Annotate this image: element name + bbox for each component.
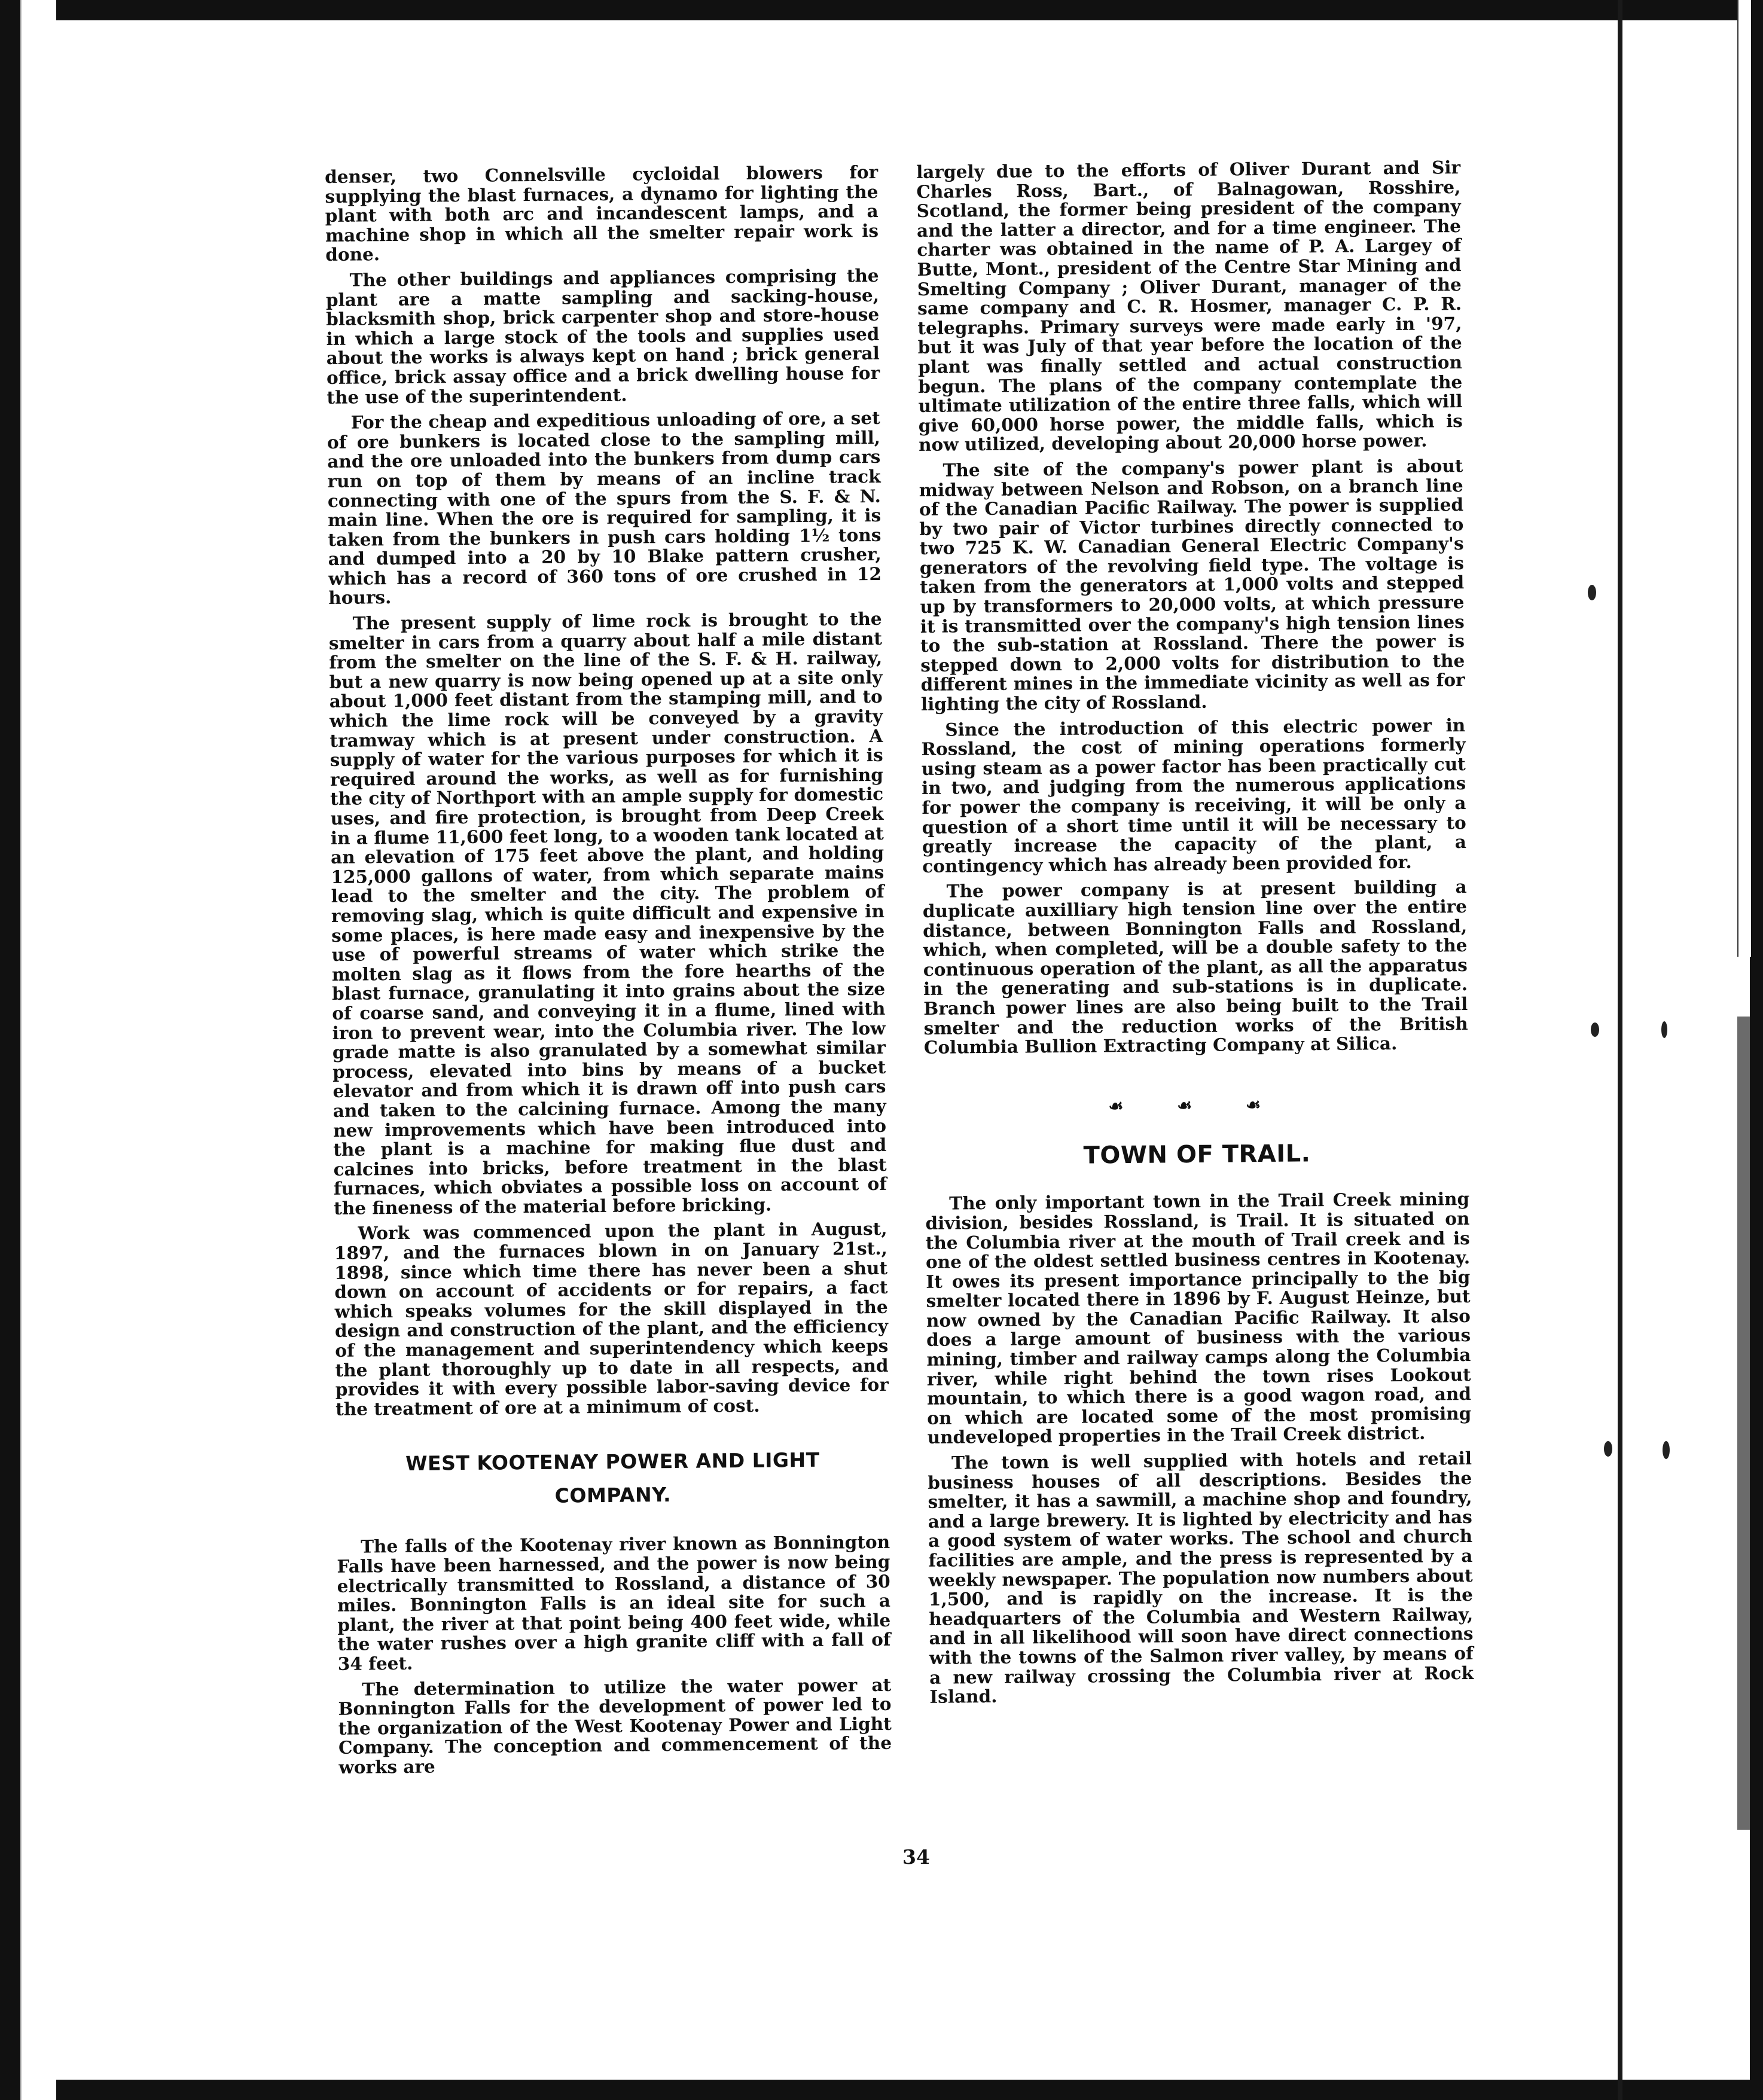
binding-hole-mark — [1661, 1021, 1667, 1038]
binding-hole-mark — [1588, 585, 1596, 600]
paragraph: The site of the company's power plant is about midway between Nelson and Robson, on a branch line of the Canadian Pacific Railway. The power is supplied by two pair of Victor turbines directly connected to two 725 K. W. Canadian General Electric Company's generators of the revolving field type. The voltage is taken from the generators at 1,000 volts and stepped up by transformers to 20,000 volts, at which pressure it is transmitted over the company's high tension lines to the sub-station at Rossland. There the power is stepped down to 2,000 volts for distribution to the different mines in the immediate vicinity as well as for lighting the city of Rossland. — [919, 454, 1465, 715]
scan-border-top — [0, 0, 1763, 20]
paragraph: For the cheap and expeditious unloading of ore, a set of ore bunkers is located close to the sampling mill, and the ore unloaded into the bunkers from dump cars run on top of them by means of an incline track connecting with one of the spurs from the S. F. & N. main line. When the ore is required for sampling, it is taken from the bunkers in push cars holding 1½ tons and dumped into a 20 by 10 Blake pattern crusher, which has a record of 360 tons of ore crushed in 12 hours. — [327, 407, 882, 609]
binding-hole-mark — [1604, 1441, 1612, 1457]
paragraph: The present supply of lime rock is brought to the smelter in cars from a quarry about half a mile distant from the smelter on the line of the S. F. & H. railway, but a new quarry is now being opened up at a site only about 1,000 feet distant from the stamping mill, and to which the lime rock will be conveyed by a gravity tramway which is at present under construction. A supply of water for the various purposes for which it is required around the works, as well as for furnishing the city of Northport with an ample supply for domestic uses, and fire protection, is brought from Deep Creek in a flume 11,600 feet long, to a wooden tank located at an elevation of 175 feet above the plant, and holding 125,000 gallons of water, from which separate mains lead to the smelter and the city. The problem of removing slag, which is quite difficult and expensive in some places, is here made easy and inexpensive by the use of powerful streams of water which strike the molten slag as it flows from the fore hearths of the blast furnace, granulating it into grains about the size of coarse sand, and conveying it in a flume, lined with iron to prevent wear, into the Columbia river. The low grade matte is also granulated by a somewhat similar process, elevated into bins by means of a bucket elevator and from which it is drawn off into push cars and taken to the calcining furnace. Among the many new improvements which have been introduced into the plant is a machine for making flue dust and calcines into bricks, before treatment in the blast furnaces, which obviates a possible loss on account of the fineness of the material before bricking. — [328, 608, 887, 1219]
scan-border-bottom — [0, 2080, 1763, 2100]
paragraph: The other buildings and appliances comprising the plant are a matte sampling and sacking-house, blacksmith shop, brick carpenter shop and store-house in which a large stock of the tools and supplies used about the works is always kept on hand ; brick general office, brick assay office and a brick dwelling house for the use of the superintendent. — [325, 264, 880, 408]
paragraph: denser, two Connelsville cycloidal blowers for supplying the blast furnaces, a dynamo for lighting the plant with both arc and incandescent lamps, and a machine shop in which all the smelter repair work is done. — [324, 161, 879, 265]
paragraph: Since the introduction of this electric power in Rossland, the cost of mining operations formerly using steam as a power factor has been practically cut in two, and judging from the numerous applications for power the company is receiving, it will be only a question of a short time until it will be necessary to greatly increase the capacity of the plant, a contingency which has already been provided for. — [921, 714, 1467, 877]
right-column — [916, 158, 1474, 1713]
page-edge-left — [20, 0, 56, 2100]
section-heading-line: COMPANY. — [554, 1483, 672, 1508]
paragraph: The only important town in the Trail Creek mining division, besides Rossland, is Trail. It is situated on the Columbia river at the mouth of Trail creek and is one of the oldest settled business centres in Kootenay. It owes its present importance principally to the big smelter located there in 1896 by F. August Heinze, but now owned by the Canadian Pacific Railway. It also does a large amount of business with the various mining, timber and railway camps along the Columbia river, while right behind the town rises Lookout mountain, to which there is a good wagon road, and on which are located some of the most promising undeveloped properties in the Trail Creek district. — [925, 1188, 1472, 1448]
paragraph: The falls of the Kootenay river known as Bonnington Falls have been harnessed, and the power is now being electrically transmitted to Rossland, a distance of 30 miles. Bonnington Falls is an ideal site for such a plant, the river at that point being 400 feet wide, while the water rushes over a high granite cliff with a fall of 34 feet. — [337, 1531, 891, 1674]
section-heading-west-kootenay — [336, 1443, 890, 1515]
section-divider-ornaments: ☙ ☙ ☙ — [1108, 1094, 1285, 1116]
paragraph: The town is well supplied with hotels and retail business houses of all descriptions. Besides the smelter, it has a sawmill, a machine shop and foundry, and a large brewery. It is lighted by electricity and has a good system of water works. The school and church facilities are ample, and the press is represented by a weekly newspaper. The population now numbers about 1,500, and is rapidly on the increase. It is the headquarters of the Columbia and Western Railway, and in all likelihood will soon have direct connections with the towns of the Salmon river valley, by means of a new railway crossing the Columbia river at Rock Island. — [928, 1448, 1474, 1708]
facing-page-edge — [1737, 0, 1751, 957]
binding-hole-mark — [1663, 1441, 1670, 1459]
paragraph: The power company is at present building a duplicate auxilliary high tension line over the entire distance, between Bonnington Falls and Rossland, which, when completed, will be a double safety to the continuous operation of the plant, as all the apparatus in the generating and sub-stations is in duplicate. Branch power lines are also being built to the Trail smelter and the reduction works of the British Columbia Bullion Extracting Company at Silica. — [922, 876, 1468, 1058]
paragraph: largely due to the efforts of Oliver Durant and Sir Charles Ross, Bart., of Balnagowan, Rosshire, Scotland, the former being president of the company and the latter a director, and for a time engineer. The charter was obtained in the name of P. A. Largey of Butte, Mont., president of the Centre Star Mining and Smelting Company ; Oliver Durant, manager of the same company and C. R. Hosmer, manager C. P. R. telegraphs. Primary surveys were made early in '97, but it was July of that year before the location of the plant was finally settled and actual construction begun. The plans of the company contemplate the ultimate utilization of the entire three falls, which will give 60,000 horse power, the middle falls, which is now utilized, developing about 20,000 horse power. — [916, 157, 1463, 456]
binding-hole-mark — [1591, 1022, 1599, 1037]
binding-gutter — [1618, 0, 1622, 2100]
page-number: 34 — [902, 1845, 930, 1869]
section-heading-line: WEST KOOTENAY POWER AND LIGHT — [405, 1448, 820, 1476]
section-heading-town-of-trail: TOWN OF TRAIL. — [1083, 1140, 1311, 1170]
scan-border-right — [1750, 0, 1763, 2100]
paragraph: Work was commenced upon the plant in August, 1897, and the furnaces blown in on January 21st., 1898, since which time there has never been a shut down on account of accidents or for repairs, a fact which speaks volumes for the skill displayed in the design and construction of the plant, and the efficiency of the management and superintendency which keeps the plant thoroughly up to date in all respects, and provides it with every possible labor-saving device for the treatment of ore at a minimum of cost. — [334, 1218, 889, 1420]
left-column — [325, 163, 892, 1784]
facing-page-photo-strip — [1737, 1017, 1750, 1830]
scan-border-left — [0, 0, 20, 2100]
paragraph: The determination to utilize the water power at Bonnington Falls for the development of power led to the organization of the West Kootenay Power and Light Company. The conception and commencement of the works are — [338, 1674, 892, 1778]
